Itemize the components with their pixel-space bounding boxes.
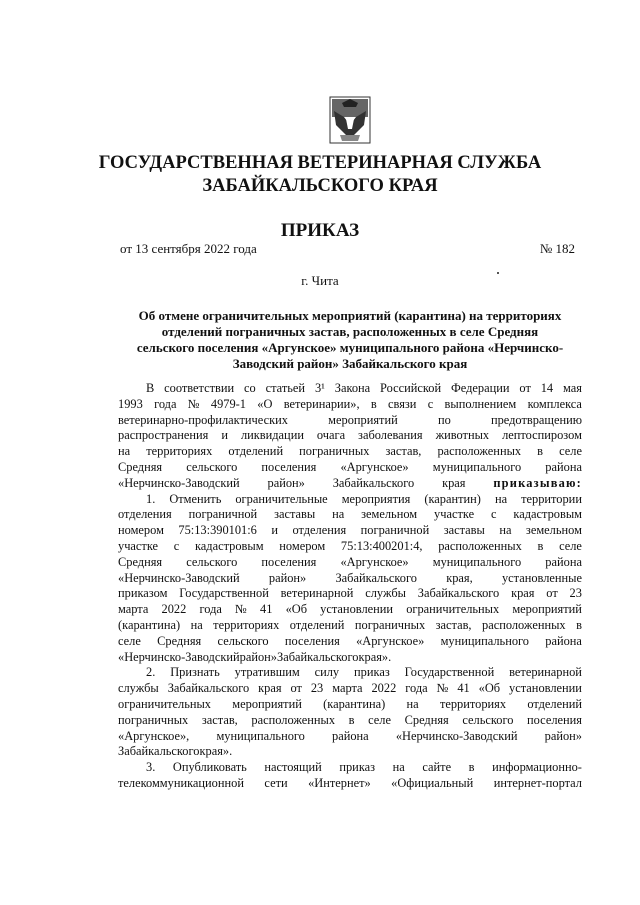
body-line: Средняя сельского поселения «Аргунское» муниципального района [118, 459, 582, 474]
body-line: «Нерчинско-Заводский район» Забайкальского края». [118, 649, 392, 664]
body-line: телекоммуникационной сети «Интернет» «Официальный интернет-портал [118, 775, 582, 790]
paragraph-preamble [118, 381, 582, 492]
body-line: селе Средняя сельского поселения «Аргунское» муниципального района [118, 633, 582, 648]
body-line: номером 75:13:390101:6 и отделения пограничной заставы на земельном [118, 523, 582, 538]
body-line: на территориях отделений пограничных застав, расположенных в селе [118, 444, 582, 459]
document-title [118, 308, 582, 372]
body-line: Средняя сельского поселения «Аргунское» муниципального района [118, 554, 582, 569]
body-line: пограничных застав, расположенных в селе Средняя сельского поселения [118, 712, 582, 727]
body-line: (карантина) на территориях отделений пограничных застав, расположенных в [118, 617, 582, 632]
title-line: Заводский район» Забайкальского края [232, 356, 468, 371]
coat-of-arms-icon [328, 95, 372, 145]
body-line: приказом Государственной ветеринарной службы Забайкальского края от 23 [118, 586, 582, 601]
scan-speck [497, 272, 499, 274]
body-line: участке с кадастровым номером 75:13:400201:4, расположенных в селе [118, 538, 582, 553]
body-line: ветеринарно-профилактических мероприятий по предотвращению [118, 412, 582, 427]
document-body [118, 381, 582, 792]
body-line: 3. Опубликовать настоящий приказ на сайте в информационно- [146, 760, 582, 775]
body-line: 1. Отменить ограничительные мероприятия (карантин) на территории [146, 491, 582, 506]
body-line: ограничительных мероприятий (карантина) на территориях отделений [118, 696, 582, 711]
org-line-1: ГОСУДАРСТВЕННАЯ ВЕТЕРИНАРНАЯ СЛУЖБА [98, 153, 542, 173]
body-line: распространения и ликвидации очага заболевания животных лептоспирозом [118, 428, 582, 443]
document-type: ПРИКАЗ [280, 220, 360, 241]
document-number: № 182 [539, 241, 575, 256]
document-date: от 13 сентября 2022 года [120, 241, 257, 256]
organization-name [0, 152, 640, 198]
body-line: марта 2022 года № 41 «Об установлении ограничительных мероприятий [118, 602, 582, 617]
order-keyword: приказываю: [493, 475, 582, 490]
body-line: отделения пограничной заставы на земельном участке с кадастровым [118, 507, 582, 522]
paragraph-1 [118, 492, 582, 666]
paragraph-2 [118, 665, 582, 760]
title-line: сельского поселения «Аргунское» муниципального района «Нерчинско- [136, 340, 564, 355]
body-line: «Нерчинско-Заводский район» Забайкальского края, установленные [118, 570, 582, 585]
body-line: 2. Признать утратившим силу приказ Государственной ветеринарной [146, 665, 582, 680]
org-line-2: ЗАБАЙКАЛЬСКОГО КРАЯ [202, 176, 438, 196]
paragraph-3 [118, 760, 582, 792]
body-line: службы Забайкальского края от 23 марта 2022 года № 41 «Об установлении [118, 681, 582, 696]
body-line: Забайкальского края». [118, 744, 233, 759]
body-line: В соответствии со статьей 3¹ Закона Российской Федерации от 14 мая [146, 381, 582, 395]
body-line: «Нерчинско-Заводский район» Забайкальского края приказываю: [118, 475, 582, 490]
body-line: 1993 года № 4979-1 «О ветеринарии», в связи с выполнением комплекса [118, 396, 582, 411]
body-line: «Аргунское», муниципального района «Нерчинско-Заводский район» [118, 728, 582, 743]
title-line: отделений пограничных застав, расположенных в селе Средняя [161, 324, 539, 339]
document-city: г. Чита [301, 273, 339, 288]
title-line: Об отмене ограничительных мероприятий (карантина) на территориях [138, 308, 562, 323]
